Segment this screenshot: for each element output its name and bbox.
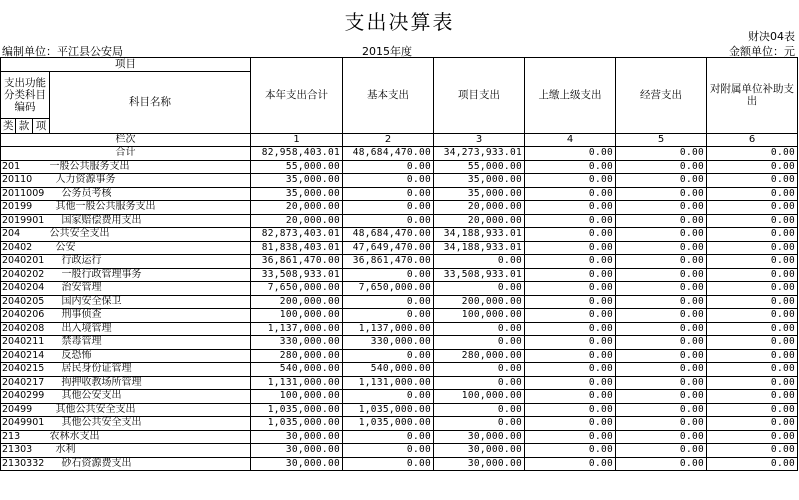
table-row [1,295,798,309]
row-value: 0.00 [525,268,616,282]
row-value: 0.00 [434,363,525,377]
total-value: 82,958,403.01 [251,147,343,161]
row-code: 2049901 [1,417,50,431]
row-value: 0.00 [525,336,616,350]
table-row [1,255,798,269]
row-value: 0.00 [707,309,798,323]
table-row [1,174,798,188]
page-title: 支出决算表 [344,10,455,34]
row-value: 34,188,933.01 [434,241,525,255]
row-code: 2040208 [1,322,50,336]
row-value: 0.00 [434,336,525,350]
row-name: 反恐怖 [50,349,251,363]
row-value: 81,838,403.01 [251,241,343,255]
row-value: 0.00 [343,295,434,309]
table-row [1,282,798,296]
row-name: 其他一般公共服务支出 [50,201,251,215]
row-name: 国内安全保卫 [50,295,251,309]
header-kuan: 款 [16,118,33,133]
row-value: 20,000.00 [434,214,525,228]
amount-unit: 金额单位：元 [729,45,795,58]
row-value: 0.00 [707,214,798,228]
row-value: 7,650,000.00 [251,282,343,296]
table-row [1,444,798,458]
row-value: 0.00 [707,201,798,215]
row-code: 2130332 [1,457,50,471]
row-value: 35,000.00 [434,174,525,188]
row-value: 0.00 [616,241,707,255]
row-value: 280,000.00 [434,349,525,363]
table-row [1,322,798,336]
row-value: 0.00 [343,349,434,363]
row-value: 0.00 [616,228,707,242]
row-value: 100,000.00 [251,309,343,323]
row-value: 0.00 [707,457,798,471]
table-row [1,376,798,390]
row-value: 540,000.00 [343,363,434,377]
row-value: 36,861,470.00 [343,255,434,269]
row-name: 水利 [50,444,251,458]
row-name: 行政运行 [50,255,251,269]
row-name: 农林水支出 [50,430,251,444]
row-code: 2040211 [1,336,50,350]
row-code: 20499 [1,403,50,417]
row-value: 0.00 [616,390,707,404]
row-value: 0.00 [525,444,616,458]
row-value: 0.00 [707,376,798,390]
header-lei: 类 [1,118,16,133]
row-value: 0.00 [616,444,707,458]
row-value: 1,131,000.00 [343,376,434,390]
total-value: 0.00 [707,147,798,161]
row-value: 0.00 [707,403,798,417]
row-value: 1,131,000.00 [251,376,343,390]
table-row [1,403,798,417]
row-value: 0.00 [343,309,434,323]
row-value: 0.00 [525,255,616,269]
row-value: 0.00 [525,228,616,242]
row-value: 540,000.00 [251,363,343,377]
row-value: 0.00 [707,160,798,174]
row-name: 居民身份证管理 [50,363,251,377]
row-value: 0.00 [525,363,616,377]
row-value: 0.00 [343,390,434,404]
row-value: 0.00 [525,160,616,174]
table-row [1,417,798,431]
row-value: 0.00 [343,444,434,458]
row-name: 治安管理 [50,282,251,296]
header-item-name: 科目名称 [50,71,251,133]
row-value: 0.00 [616,376,707,390]
row-value: 0.00 [616,268,707,282]
row-value: 0.00 [525,201,616,215]
row-value: 0.00 [707,322,798,336]
row-value: 35,000.00 [251,174,343,188]
row-value: 0.00 [707,228,798,242]
row-value: 0.00 [707,430,798,444]
row-value: 0.00 [525,295,616,309]
row-value: 0.00 [525,241,616,255]
row-value: 55,000.00 [434,160,525,174]
row-code: 2019901 [1,214,50,228]
row-value: 0.00 [343,457,434,471]
col-num-6: 6 [707,133,798,147]
row-value: 0.00 [525,174,616,188]
table-row [1,430,798,444]
row-code: 2040204 [1,282,50,296]
row-value: 0.00 [707,417,798,431]
row-name: 公安 [50,241,251,255]
row-value: 0.00 [343,430,434,444]
row-value: 34,188,933.01 [434,228,525,242]
col-num-2: 2 [343,133,434,147]
row-value: 0.00 [343,214,434,228]
row-value: 0.00 [707,187,798,201]
table-row [1,349,798,363]
row-value: 0.00 [707,241,798,255]
reporting-unit: 编制单位：平江县公安局 [2,45,123,58]
table-row [1,241,798,255]
row-value: 0.00 [616,363,707,377]
row-value: 0.00 [525,282,616,296]
header-func-code: 支出功能分类科目编码 [1,71,50,118]
header-col-1: 本年支出合计 [251,58,343,134]
row-value: 0.00 [434,417,525,431]
row-value: 20,000.00 [434,201,525,215]
row-value: 1,035,000.00 [343,403,434,417]
row-value: 1,035,000.00 [343,417,434,431]
row-value: 0.00 [616,295,707,309]
row-code: 2040206 [1,309,50,323]
row-name: 拘押收教场所管理 [50,376,251,390]
row-value: 0.00 [434,376,525,390]
row-value: 330,000.00 [251,336,343,350]
row-name: 其他公安支出 [50,390,251,404]
header-xiang: 项 [33,118,50,133]
table-row [1,228,798,242]
row-value: 0.00 [707,390,798,404]
total-row [1,147,798,161]
row-value: 0.00 [616,214,707,228]
row-value: 0.00 [616,322,707,336]
row-value: 0.00 [707,295,798,309]
header-project: 项目 [1,58,251,72]
row-value: 100,000.00 [251,390,343,404]
row-value: 0.00 [707,363,798,377]
row-value: 0.00 [525,214,616,228]
row-name: 出入境管理 [50,322,251,336]
row-value: 33,508,933.01 [434,268,525,282]
row-value: 0.00 [616,430,707,444]
row-name: 公务员考核 [50,187,251,201]
row-value: 0.00 [616,160,707,174]
row-value: 7,650,000.00 [343,282,434,296]
header-col-3: 项目支出 [434,58,525,134]
row-value: 48,684,470.00 [343,228,434,242]
row-code: 213 [1,430,50,444]
row-value: 0.00 [343,160,434,174]
row-code: 2040215 [1,363,50,377]
row-code: 2040205 [1,295,50,309]
row-value: 0.00 [525,430,616,444]
table-row [1,201,798,215]
row-value: 200,000.00 [434,295,525,309]
col-num-3: 3 [434,133,525,147]
row-value: 0.00 [616,282,707,296]
total-value: 0.00 [525,147,616,161]
row-value: 0.00 [525,309,616,323]
row-value: 0.00 [616,417,707,431]
row-value: 35,000.00 [434,187,525,201]
row-value: 1,035,000.00 [251,403,343,417]
table-row [1,187,798,201]
row-value: 0.00 [616,457,707,471]
row-value: 0.00 [707,336,798,350]
row-value: 55,000.00 [251,160,343,174]
table-row [1,363,798,377]
row-value: 0.00 [707,282,798,296]
row-code: 2040299 [1,390,50,404]
row-value: 100,000.00 [434,390,525,404]
table-row [1,268,798,282]
table-row [1,457,798,471]
row-value: 0.00 [616,187,707,201]
row-value: 33,508,933.01 [251,268,343,282]
row-value: 0.00 [707,174,798,188]
table-row [1,336,798,350]
total-value: 48,684,470.00 [343,147,434,161]
row-value: 0.00 [434,255,525,269]
row-value: 0.00 [707,268,798,282]
col-num-1: 1 [251,133,343,147]
row-name: 其他公共安全支出 [50,403,251,417]
row-value: 20,000.00 [251,214,343,228]
row-value: 35,000.00 [251,187,343,201]
table-row [1,309,798,323]
row-code: 2011009 [1,187,50,201]
row-value: 30,000.00 [251,444,343,458]
row-code: 2040201 [1,255,50,269]
row-code: 20402 [1,241,50,255]
row-value: 280,000.00 [251,349,343,363]
row-code: 2040202 [1,268,50,282]
fiscal-year: 2015年度 [362,45,412,58]
row-name: 国家赔偿费用支出 [50,214,251,228]
col-num-5: 5 [616,133,707,147]
row-value: 0.00 [707,349,798,363]
row-value: 20,000.00 [251,201,343,215]
row-code: 20110 [1,174,50,188]
row-value: 82,873,403.01 [251,228,343,242]
row-value: 0.00 [616,255,707,269]
row-value: 30,000.00 [434,444,525,458]
row-value: 0.00 [343,174,434,188]
total-value: 0.00 [616,147,707,161]
row-value: 0.00 [525,403,616,417]
row-value: 0.00 [616,201,707,215]
row-value: 0.00 [616,309,707,323]
col-num-4: 4 [525,133,616,147]
row-value: 0.00 [343,187,434,201]
row-name: 禁毒管理 [50,336,251,350]
total-value: 34,273,933.01 [434,147,525,161]
header-col-4: 上缴上级支出 [525,58,616,134]
row-value: 1,035,000.00 [251,417,343,431]
row-name: 公共安全支出 [50,228,251,242]
header-col-2: 基本支出 [343,58,434,134]
table-row [1,160,798,174]
header-col-5: 经营支出 [616,58,707,134]
row-lanci-label: 栏次 [1,133,251,147]
row-name: 一般公共服务支出 [50,160,251,174]
row-code: 201 [1,160,50,174]
expenditure-table [0,57,798,471]
total-label: 合计 [1,147,251,161]
row-code: 2040214 [1,349,50,363]
row-name: 一般行政管理事务 [50,268,251,282]
row-value: 0.00 [525,187,616,201]
row-value: 0.00 [707,255,798,269]
row-value: 0.00 [616,174,707,188]
row-value: 0.00 [343,201,434,215]
row-value: 0.00 [616,403,707,417]
row-value: 0.00 [434,322,525,336]
row-value: 0.00 [343,268,434,282]
row-name: 刑事侦查 [50,309,251,323]
row-value: 1,137,000.00 [251,322,343,336]
row-value: 30,000.00 [251,457,343,471]
row-value: 100,000.00 [434,309,525,323]
row-value: 330,000.00 [343,336,434,350]
row-value: 0.00 [616,349,707,363]
row-value: 0.00 [525,322,616,336]
row-name: 砂石资源费支出 [50,457,251,471]
row-value: 0.00 [525,376,616,390]
row-value: 0.00 [525,457,616,471]
row-value: 0.00 [525,349,616,363]
row-value: 0.00 [707,444,798,458]
row-code: 204 [1,228,50,242]
table-row [1,390,798,404]
row-value: 30,000.00 [251,430,343,444]
row-value: 30,000.00 [434,457,525,471]
row-code: 2040217 [1,376,50,390]
row-value: 1,137,000.00 [343,322,434,336]
row-value: 36,861,470.00 [251,255,343,269]
row-value: 0.00 [434,403,525,417]
table-row [1,214,798,228]
row-value: 200,000.00 [251,295,343,309]
row-value: 0.00 [525,390,616,404]
header-col-6: 对附属单位补助支出 [707,58,798,134]
row-value: 0.00 [616,336,707,350]
row-name: 其他公共安全支出 [50,417,251,431]
row-code: 21303 [1,444,50,458]
row-value: 0.00 [434,282,525,296]
row-value: 47,649,470.00 [343,241,434,255]
row-value: 30,000.00 [434,430,525,444]
row-value: 0.00 [525,417,616,431]
row-name: 人力资源事务 [50,174,251,188]
form-number: 财决04表 [748,30,795,43]
row-code: 20199 [1,201,50,215]
